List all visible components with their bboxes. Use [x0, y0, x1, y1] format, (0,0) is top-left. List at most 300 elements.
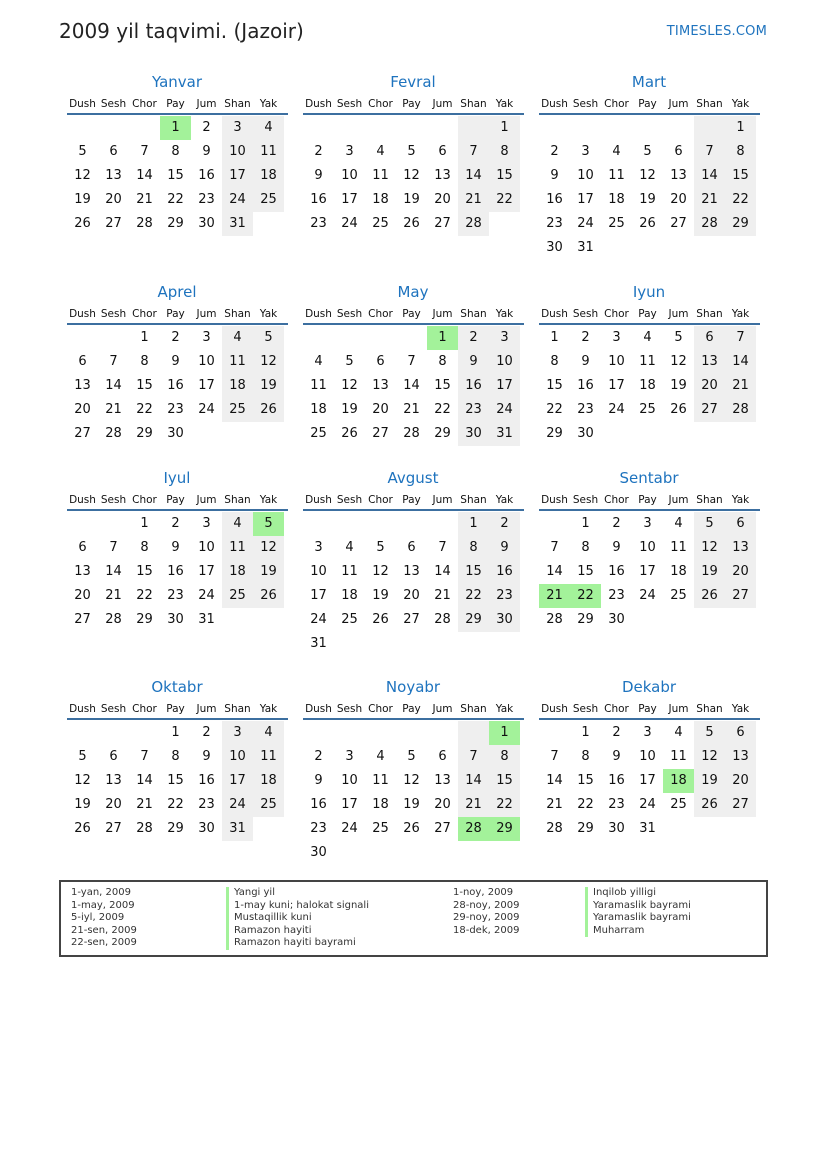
day-cell: 7	[140, 144, 149, 159]
weekday-label: Pay	[402, 308, 421, 320]
empty-day-cell	[601, 236, 632, 260]
day-cell: 14	[105, 378, 122, 393]
day-cell: 19	[694, 560, 725, 584]
weekday-label: Sesh	[336, 98, 363, 110]
day-cell: 18	[608, 192, 625, 207]
day-cell: 2	[202, 725, 211, 740]
empty-day-cell	[222, 422, 253, 446]
day-cell: 18	[341, 588, 358, 603]
empty-day-cell	[632, 116, 663, 140]
day-cell: 7	[550, 749, 559, 764]
day-cell: 19	[341, 402, 358, 417]
day-cell: 6	[674, 144, 683, 159]
weekday-label: Shan	[696, 98, 723, 110]
day-cell: 28	[136, 216, 153, 231]
day-cell: 19	[403, 192, 420, 207]
weekday-label: Yak	[731, 98, 750, 110]
day-cell: 29	[167, 821, 184, 836]
day-cell: 20	[434, 797, 451, 812]
day-cell: 8	[725, 140, 756, 164]
day-cell: 27	[694, 398, 725, 422]
day-cell: 23	[608, 588, 625, 603]
day-cell: 29	[136, 612, 153, 627]
weekday-label: Sesh	[572, 494, 599, 506]
empty-day-cell	[458, 841, 489, 865]
weekday-label: Chor	[604, 703, 629, 715]
month-title: Sentabr	[619, 469, 679, 487]
empty-day-cell	[365, 841, 396, 865]
day-cell: 13	[403, 564, 420, 579]
day-cell: 3	[489, 326, 520, 350]
day-cell: 24	[222, 188, 253, 212]
empty-day-cell	[694, 422, 725, 446]
day-cell: 17	[577, 192, 594, 207]
day-cell: 14	[546, 564, 563, 579]
day-cell: 21	[694, 188, 725, 212]
empty-day-cell	[396, 721, 427, 745]
day-cell: 24	[198, 402, 215, 417]
empty-day-cell	[632, 236, 663, 260]
day-cell: 4	[376, 144, 385, 159]
day-cell: 25	[608, 216, 625, 231]
day-cell: 17	[198, 564, 215, 579]
day-cell: 20	[725, 560, 756, 584]
day-cell: 20	[74, 402, 91, 417]
day-cell: 18	[253, 769, 284, 793]
day-cell: 2	[612, 516, 621, 531]
day-cell: 26	[639, 216, 656, 231]
day-grid	[539, 116, 760, 260]
day-cell: 15	[577, 773, 594, 788]
weekday-label: Sesh	[100, 494, 127, 506]
weekday-label: Jum	[196, 494, 217, 506]
month-sentabr	[538, 468, 760, 632]
weekday-label: Pay	[166, 308, 185, 320]
day-cell: 28	[105, 612, 122, 627]
weekday-header	[539, 305, 760, 325]
day-cell: 8	[581, 749, 590, 764]
weekday-label: Pay	[402, 98, 421, 110]
holiday-day-cell: 22	[570, 584, 601, 608]
empty-day-cell	[303, 326, 334, 350]
day-cell: 7	[109, 354, 118, 369]
day-cell: 10	[222, 745, 253, 769]
day-cell: 15	[167, 773, 184, 788]
day-cell: 10	[577, 168, 594, 183]
day-cell: 27	[670, 216, 687, 231]
day-cell: 6	[407, 540, 416, 555]
day-cell: 21	[105, 402, 122, 417]
empty-day-cell	[98, 116, 129, 140]
legend-holiday-name: Yaramaslik bayrami	[585, 912, 691, 925]
day-cell: 23	[310, 216, 327, 231]
day-cell: 20	[74, 588, 91, 603]
day-cell: 8	[489, 745, 520, 769]
empty-day-cell	[539, 512, 570, 536]
day-cell: 30	[167, 426, 184, 441]
day-cell: 19	[694, 769, 725, 793]
day-cell: 8	[140, 354, 149, 369]
day-cell: 9	[612, 749, 621, 764]
day-cell: 14	[694, 164, 725, 188]
month-title: Noyabr	[385, 678, 441, 696]
empty-day-cell	[396, 326, 427, 350]
day-cell: 9	[612, 540, 621, 555]
day-cell: 9	[314, 168, 323, 183]
day-cell: 23	[489, 584, 520, 608]
day-cell: 5	[674, 330, 683, 345]
day-cell: 24	[639, 797, 656, 812]
empty-day-cell	[222, 608, 253, 632]
weekday-label: Chor	[132, 703, 157, 715]
day-cell: 29	[136, 426, 153, 441]
day-cell: 17	[639, 773, 656, 788]
empty-day-cell	[539, 116, 570, 140]
empty-day-cell	[694, 817, 725, 841]
weekday-label: Pay	[166, 494, 185, 506]
day-cell: 25	[341, 612, 358, 627]
empty-day-cell	[253, 422, 284, 446]
weekday-label: Sesh	[100, 98, 127, 110]
weekday-label: Dush	[305, 308, 332, 320]
month-dekabr	[538, 677, 760, 841]
day-cell: 24	[639, 588, 656, 603]
day-cell: 29	[577, 821, 594, 836]
weekday-label: Jum	[668, 308, 689, 320]
weekday-header	[303, 305, 524, 325]
day-cell: 17	[198, 378, 215, 393]
empty-day-cell	[663, 236, 694, 260]
day-cell: 31	[577, 240, 594, 255]
empty-day-cell	[601, 116, 632, 140]
weekday-label: Sesh	[572, 308, 599, 320]
legend-holiday-name: 1-may kuni; halokat signali	[226, 900, 369, 913]
day-cell: 6	[78, 540, 87, 555]
day-cell: 4	[222, 326, 253, 350]
day-cell: 13	[694, 350, 725, 374]
day-cell: 27	[105, 216, 122, 231]
weekday-label: Jum	[432, 703, 453, 715]
day-cell: 11	[310, 378, 327, 393]
weekday-label: Dush	[69, 703, 96, 715]
legend-date: 28-noy, 2009	[453, 899, 520, 911]
day-cell: 12	[74, 773, 91, 788]
empty-day-cell	[427, 512, 458, 536]
day-cell: 27	[403, 612, 420, 627]
day-cell: 11	[670, 540, 687, 555]
day-cell: 4	[314, 354, 323, 369]
day-cell: 7	[458, 140, 489, 164]
day-cell: 13	[372, 378, 389, 393]
day-cell: 18	[310, 402, 327, 417]
day-cell: 11	[639, 354, 656, 369]
day-cell: 22	[167, 797, 184, 812]
month-fevral	[302, 72, 524, 236]
day-cell: 26	[74, 821, 91, 836]
day-cell: 5	[694, 512, 725, 536]
day-cell: 5	[643, 144, 652, 159]
weekday-label: Pay	[402, 494, 421, 506]
day-cell: 22	[546, 402, 563, 417]
day-cell: 12	[639, 168, 656, 183]
weekday-label: Shan	[224, 703, 251, 715]
weekday-label: Jum	[196, 308, 217, 320]
weekday-label: Yak	[731, 308, 750, 320]
day-cell: 27	[725, 793, 756, 817]
day-cell: 1	[581, 516, 590, 531]
weekday-header	[303, 95, 524, 115]
day-cell: 5	[78, 749, 87, 764]
day-grid	[303, 721, 524, 865]
day-cell: 11	[608, 168, 625, 183]
day-cell: 15	[136, 378, 153, 393]
day-cell: 4	[643, 330, 652, 345]
month-title: Iyul	[163, 469, 191, 487]
day-cell: 30	[608, 821, 625, 836]
day-cell: 8	[140, 540, 149, 555]
empty-day-cell	[725, 817, 756, 841]
day-grid	[67, 326, 288, 446]
day-cell: 22	[136, 402, 153, 417]
weekday-label: Chor	[132, 308, 157, 320]
legend-names-right	[585, 887, 691, 937]
day-cell: 17	[639, 564, 656, 579]
weekday-header	[303, 491, 524, 511]
weekday-label: Yak	[259, 494, 278, 506]
day-cell: 19	[253, 560, 284, 584]
day-cell: 10	[198, 540, 215, 555]
day-cell: 23	[608, 797, 625, 812]
day-grid	[539, 512, 760, 632]
weekday-label: Dush	[305, 98, 332, 110]
empty-day-cell	[365, 512, 396, 536]
weekday-header	[303, 700, 524, 720]
weekday-label: Dush	[541, 98, 568, 110]
day-cell: 28	[403, 426, 420, 441]
weekday-label: Yak	[259, 98, 278, 110]
day-cell: 22	[434, 402, 451, 417]
day-cell: 13	[434, 168, 451, 183]
day-cell: 28	[105, 426, 122, 441]
empty-day-cell	[396, 841, 427, 865]
weekday-label: Pay	[638, 703, 657, 715]
day-cell: 3	[643, 725, 652, 740]
day-cell: 3	[222, 721, 253, 745]
weekday-label: Yak	[495, 308, 514, 320]
weekday-label: Shan	[696, 703, 723, 715]
day-cell: 14	[434, 564, 451, 579]
day-cell: 30	[167, 612, 184, 627]
day-cell: 26	[253, 584, 284, 608]
day-cell: 23	[167, 588, 184, 603]
day-cell: 9	[458, 350, 489, 374]
day-cell: 19	[74, 192, 91, 207]
weekday-label: Yak	[495, 494, 514, 506]
day-cell: 19	[74, 797, 91, 812]
day-cell: 27	[725, 584, 756, 608]
day-cell: 10	[198, 354, 215, 369]
holiday-legend	[59, 880, 768, 957]
weekday-label: Shan	[224, 494, 251, 506]
day-cell: 7	[407, 354, 416, 369]
weekday-label: Dush	[541, 308, 568, 320]
day-grid	[539, 326, 760, 446]
day-cell: 10	[639, 749, 656, 764]
month-title: Oktabr	[151, 678, 203, 696]
day-cell: 30	[546, 240, 563, 255]
day-cell: 25	[372, 216, 389, 231]
site-link[interactable]: TIMESLES.COM	[666, 24, 767, 39]
empty-day-cell	[67, 116, 98, 140]
day-cell: 27	[74, 426, 91, 441]
day-cell: 26	[403, 821, 420, 836]
day-cell: 17	[341, 797, 358, 812]
empty-day-cell	[334, 326, 365, 350]
day-cell: 28	[694, 212, 725, 236]
day-cell: 16	[310, 192, 327, 207]
empty-day-cell	[427, 721, 458, 745]
day-cell: 31	[222, 212, 253, 236]
weekday-label: Sesh	[572, 703, 599, 715]
weekday-label: Sesh	[336, 703, 363, 715]
day-cell: 18	[222, 374, 253, 398]
day-cell: 22	[725, 188, 756, 212]
day-cell: 28	[458, 212, 489, 236]
empty-day-cell	[334, 841, 365, 865]
day-cell: 18	[372, 192, 389, 207]
day-cell: 4	[253, 116, 284, 140]
empty-day-cell	[98, 512, 129, 536]
day-cell: 11	[253, 140, 284, 164]
day-cell: 4	[253, 721, 284, 745]
day-cell: 2	[489, 512, 520, 536]
weekday-label: Yak	[259, 703, 278, 715]
holiday-day-cell: 29	[489, 817, 520, 841]
empty-day-cell	[725, 236, 756, 260]
empty-day-cell	[303, 512, 334, 536]
weekday-label: Jum	[196, 98, 217, 110]
month-title: Mart	[631, 73, 667, 91]
day-cell: 3	[345, 144, 354, 159]
empty-day-cell	[427, 116, 458, 140]
day-cell: 23	[458, 398, 489, 422]
weekday-label: Jum	[432, 494, 453, 506]
empty-day-cell	[365, 116, 396, 140]
weekday-label: Chor	[604, 494, 629, 506]
month-title: May	[397, 283, 429, 301]
empty-day-cell	[632, 422, 663, 446]
day-cell: 12	[253, 536, 284, 560]
weekday-label: Pay	[166, 703, 185, 715]
empty-day-cell	[334, 116, 365, 140]
empty-day-cell	[67, 721, 98, 745]
day-cell: 23	[198, 192, 215, 207]
day-cell: 1	[581, 725, 590, 740]
day-cell: 17	[489, 374, 520, 398]
day-cell: 13	[725, 745, 756, 769]
day-cell: 2	[581, 330, 590, 345]
day-cell: 9	[171, 354, 180, 369]
empty-day-cell	[303, 721, 334, 745]
day-cell: 30	[458, 422, 489, 446]
day-cell: 23	[310, 821, 327, 836]
day-cell: 14	[458, 164, 489, 188]
legend-date: 5-iyl, 2009	[71, 912, 125, 923]
day-cell: 13	[105, 773, 122, 788]
empty-day-cell	[663, 608, 694, 632]
weekday-label: Dush	[69, 98, 96, 110]
day-cell: 4	[222, 512, 253, 536]
day-cell: 3	[612, 330, 621, 345]
day-cell: 26	[670, 402, 687, 417]
legend-holiday-name: Mustaqillik kuni	[226, 912, 369, 925]
day-cell: 1	[550, 330, 559, 345]
day-cell: 7	[694, 140, 725, 164]
day-cell: 14	[136, 773, 153, 788]
day-cell: 26	[403, 216, 420, 231]
day-cell: 22	[489, 793, 520, 817]
legend-dates-right	[453, 887, 520, 937]
day-cell: 9	[202, 749, 211, 764]
legend-holiday-name: Muharram	[585, 925, 691, 938]
weekday-label: Shan	[696, 494, 723, 506]
month-may	[302, 282, 524, 446]
empty-day-cell	[663, 116, 694, 140]
day-cell: 22	[458, 584, 489, 608]
day-cell: 20	[372, 402, 389, 417]
day-cell: 17	[310, 588, 327, 603]
day-cell: 27	[434, 216, 451, 231]
empty-day-cell	[458, 632, 489, 656]
legend-holiday-name: Ramazon hayiti bayrami	[226, 937, 369, 950]
empty-day-cell	[489, 212, 520, 236]
day-cell: 30	[577, 426, 594, 441]
empty-day-cell	[67, 326, 98, 350]
empty-day-cell	[458, 721, 489, 745]
day-cell: 11	[222, 536, 253, 560]
empty-day-cell	[539, 721, 570, 745]
day-cell: 18	[253, 164, 284, 188]
day-cell: 31	[198, 612, 215, 627]
day-cell: 1	[458, 512, 489, 536]
legend-date: 1-noy, 2009	[453, 887, 514, 898]
page-title: 2009 yil taqvimi. (Jazoir)	[59, 19, 304, 43]
weekday-label: Jum	[432, 308, 453, 320]
day-cell: 21	[546, 797, 563, 812]
empty-day-cell	[98, 326, 129, 350]
day-cell: 6	[376, 354, 385, 369]
weekday-label: Shan	[460, 703, 487, 715]
day-cell: 19	[403, 797, 420, 812]
day-cell: 10	[341, 773, 358, 788]
day-cell: 16	[310, 797, 327, 812]
day-cell: 28	[725, 398, 756, 422]
day-cell: 8	[171, 749, 180, 764]
day-cell: 25	[222, 584, 253, 608]
weekday-label: Jum	[668, 494, 689, 506]
day-cell: 26	[694, 793, 725, 817]
empty-day-cell	[334, 632, 365, 656]
day-cell: 15	[458, 560, 489, 584]
day-cell: 29	[167, 216, 184, 231]
day-cell: 24	[608, 402, 625, 417]
day-cell: 15	[434, 378, 451, 393]
weekday-label: Sesh	[336, 308, 363, 320]
day-cell: 28	[546, 612, 563, 627]
weekday-header	[67, 95, 288, 115]
month-aprel	[66, 282, 288, 446]
empty-day-cell	[365, 632, 396, 656]
